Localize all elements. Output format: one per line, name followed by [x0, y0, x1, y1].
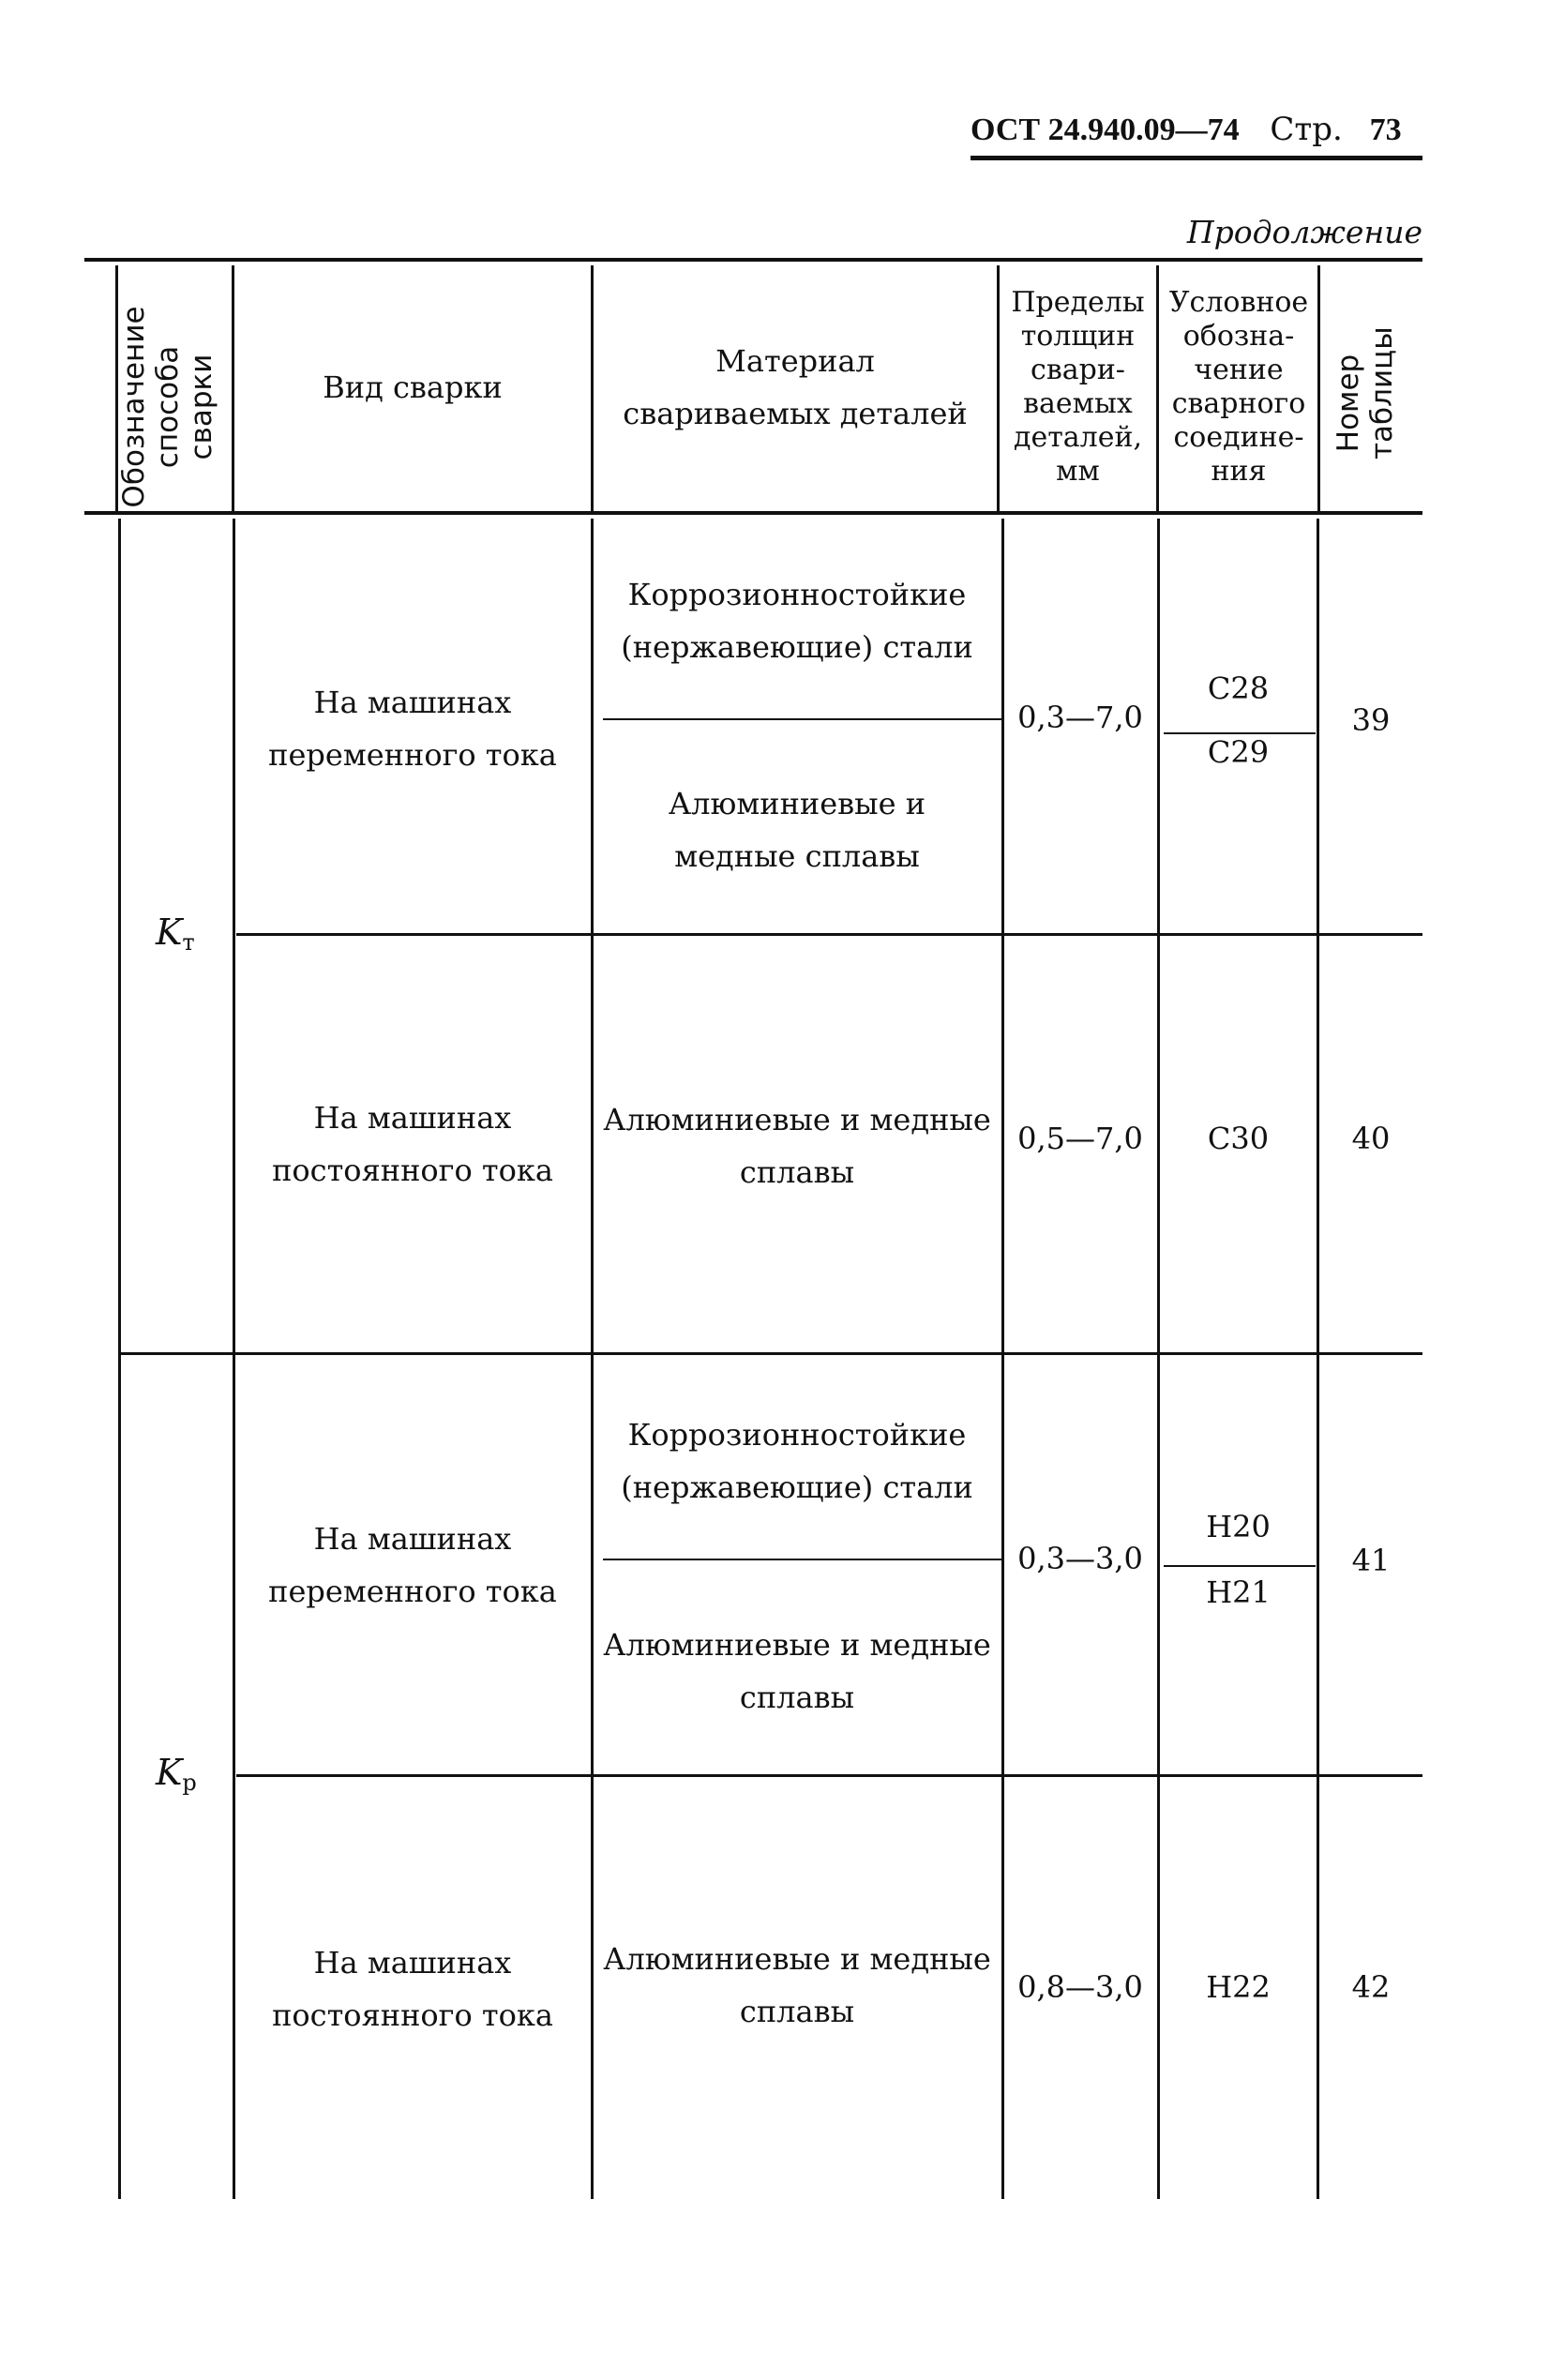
- page-label: Стр.: [1270, 111, 1343, 148]
- material-divider: [603, 1559, 1001, 1560]
- header-method-text: Обозначение способа сварки: [117, 306, 218, 508]
- material-divider: [603, 718, 1001, 720]
- document-id: ОСТ 24.940.09—74: [971, 113, 1240, 147]
- row-divider: [236, 933, 1422, 936]
- column-rule: [591, 519, 594, 2199]
- material-cell: Алюминиевые и медные сплавы: [668, 786, 926, 874]
- row-divider: [236, 1774, 1422, 1777]
- material-cell: Алюминиевые и медные сплавы: [603, 1627, 991, 1715]
- header-material: Материал свариваемых деталей: [623, 343, 968, 431]
- thickness-cell: 0,8—3,0: [1017, 1969, 1143, 2005]
- column-rule: [233, 519, 235, 2199]
- column-rule: [1317, 265, 1320, 511]
- header-bottom-rule: [84, 511, 1422, 515]
- header-type: Вид сварки: [323, 369, 503, 405]
- continuation-label: Продолжение: [1186, 214, 1422, 250]
- weld-type-cell: На машинах переменного тока: [268, 685, 557, 773]
- page-header: [971, 111, 1402, 148]
- method-label-sub: р: [182, 1770, 197, 1796]
- material-cell: Коррозионностойкие (нержавеющие) стали: [621, 577, 973, 665]
- method-label-kt: [156, 911, 195, 956]
- table-number-cell: 41: [1351, 1543, 1391, 1578]
- table-top-rule: [84, 258, 1422, 262]
- header-thickness: Пределы толщин свари- ваемых деталей, мм: [1011, 286, 1145, 488]
- thickness-cell: 0,3—7,0: [1017, 700, 1143, 735]
- material-cell: Коррозионностойкие (нержавеющие) стали: [621, 1417, 973, 1505]
- designation-cell: Н22: [1206, 1969, 1271, 2005]
- material-cell: Алюминиевые и медные сплавы: [603, 1102, 991, 1190]
- column-rule: [118, 519, 121, 2199]
- thickness-cell: 0,5—7,0: [1017, 1121, 1143, 1156]
- method-label-main: K: [156, 911, 183, 953]
- page-number: 73: [1369, 113, 1402, 147]
- header-method: [117, 290, 218, 524]
- designation-cell: С30: [1207, 1121, 1270, 1156]
- column-rule: [1156, 265, 1159, 511]
- method-label-main: K: [156, 1752, 183, 1793]
- header-table-no-text: Номер таблицы: [1332, 326, 1399, 459]
- designation-cell: С29: [1207, 734, 1270, 770]
- table-number-cell: 39: [1351, 702, 1391, 738]
- header-table-no: [1332, 328, 1407, 478]
- table-number-cell: 42: [1351, 1969, 1391, 2005]
- header-rule: [971, 156, 1422, 160]
- weld-type-cell: На машинах постоянного тока: [272, 1945, 553, 2033]
- thickness-cell: 0,3—3,0: [1017, 1541, 1143, 1576]
- designation-cell: С28: [1207, 670, 1270, 706]
- table-number-cell: 40: [1351, 1121, 1391, 1156]
- designation-cell: Н20: [1206, 1509, 1271, 1544]
- weld-type-cell: На машинах переменного тока: [268, 1520, 557, 1609]
- method-label-sub: т: [182, 929, 195, 956]
- method-label-kp: [156, 1752, 197, 1796]
- header-designation: Условное обозна- чение сварного соедине- ния: [1168, 286, 1309, 488]
- designation-cell: Н21: [1206, 1574, 1271, 1610]
- weld-type-cell: На машинах постоянного тока: [272, 1100, 553, 1188]
- group-divider: [120, 1352, 1422, 1355]
- column-rule: [1001, 519, 1004, 2199]
- material-cell: Алюминиевые и медные сплавы: [603, 1941, 991, 2029]
- column-rule: [1317, 519, 1319, 2199]
